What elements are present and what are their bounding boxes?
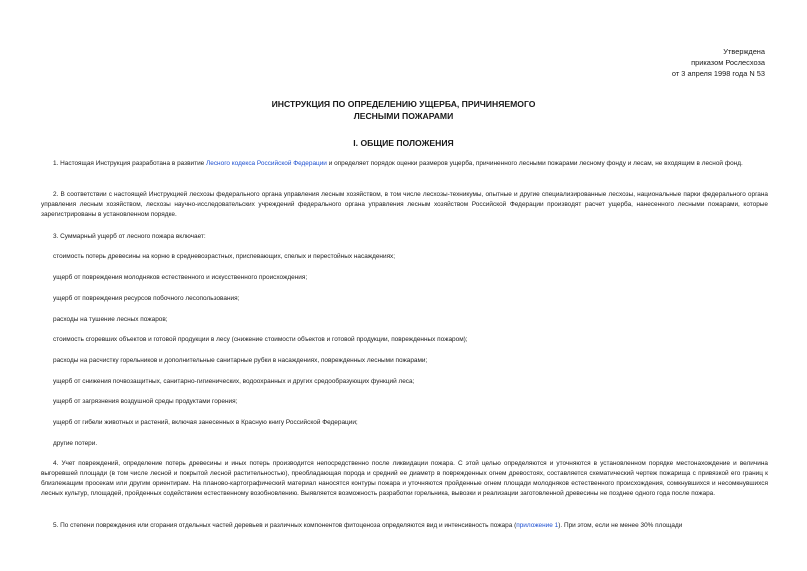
list-item: ущерб от повреждения ресурсов побочного лесопользования; [53, 295, 240, 302]
approval-line: Утверждена [723, 47, 765, 56]
list-item: расходы на тушение лесных пожаров; [53, 316, 168, 323]
list-item: стоимость потерь древесины на корню в средневозрастных, приспевающих, спелых и перестойных насаждениях; [53, 253, 396, 260]
paragraph-text: 5. По степени повреждения или сгорания отдельных частей деревьев и различных компонентов фитоценоза определяются вид и интенсивность пожара ( [53, 522, 517, 529]
list-item: ущерб от загрязнения воздушной среды продуктами горения; [53, 398, 238, 405]
paragraph-3: 3. Суммарный ущерб от лесного пожара включает: [53, 233, 206, 240]
appendix-1-link[interactable]: приложение 1 [516, 522, 559, 529]
title-line: ИНСТРУКЦИЯ ПО ОПРЕДЕЛЕНИЮ УЩЕРБА, ПРИЧИНЯЕМОГО [271, 99, 536, 109]
paragraph-1 [41, 159, 768, 169]
paragraph-text: 1. Настоящая Инструкция разработана в развитие [53, 160, 207, 167]
list-item: ущерб от гибели животных и растений, включая занесенных в Красную книгу Российской Федерации; [53, 419, 358, 426]
paragraph-2: 2. В соответствии с настоящей Инструкцией лесхозы федерального органа управления лесным хозяйством, в том числе лесхозы-техникумы, опытные и другие специализированные лесхозы, национальные парки федерального органа управления лесным хозяйством, лесхозы научно-исследовательских учреждений федерального органа управления лесным хозяйством Российской Федерации производят расчет ущерба, нанесенного лесными пожарами, которые зарегистрированы в установленном порядке. [41, 191, 768, 218]
list-item: расходы на расчистку горельников и дополнительные санитарные рубки в насаждениях, поврежденных лесными пожарами; [53, 357, 428, 364]
paragraph-5 [41, 521, 768, 531]
title-line: ЛЕСНЫМИ ПОЖАРАМИ [353, 111, 454, 121]
list-item: другие потери. [53, 440, 98, 447]
approval-block [672, 46, 765, 79]
list-item: ущерб от повреждения молодняков естественного и искусственного происхождения; [53, 274, 308, 281]
paragraph-text: и определяет порядок оценки размеров ущерба, причиненного лесными пожарами лесному фонду и лесам, не входящим в лесной фонд. [326, 160, 743, 167]
approval-line: приказом Рослесхоза [691, 58, 765, 67]
paragraph-4: 4. Учет повреждений, определение потерь древесины и иных потерь производится непосредственно после ликвидации пожара. С этой целью определяются и уточняются в установленном порядке местонахождение и величина выгоревшей площади (в том числе лесной и покрытой лесной растительностью), преобладающая порода и средний ее диаметр в поврежденных огнем древостоях, составляется схематический чертеж пожарища с привязкой его границ к близлежащим просекам или другим ориентирам. На планово-картографический материал наносятся контуры пожара и уточняются пройденные огнем площади молодняков естественного происхождения, сомкнувшихся и несомкнувшихся лесных культур, площадей, пройденных содействием естественному возобновлению. Выявляется возможность разработки горельника, вывозки и реализации заготовленной древесины не позднее одного года после пожара. [41, 460, 768, 497]
list-item: стоимость сгоревших объектов и готовой продукции в лесу (снижение стоимости объектов и готовой продукции, поврежденных пожаром); [53, 336, 468, 343]
paragraph-text: ). При этом, если не менее 30% площади [558, 522, 683, 529]
section-heading: I. ОБЩИЕ ПОЛОЖЕНИЯ [353, 138, 454, 148]
forest-code-link[interactable]: Лесного кодекса Российской Федерации [206, 160, 327, 167]
approval-line: от 3 апреля 1998 года N 53 [671, 69, 765, 78]
list-item: ущерб от снижения почвозащитных, санитарно-гигиенических, водоохранных и других средообразующих функций леса; [53, 378, 415, 385]
document-title [0, 98, 807, 122]
